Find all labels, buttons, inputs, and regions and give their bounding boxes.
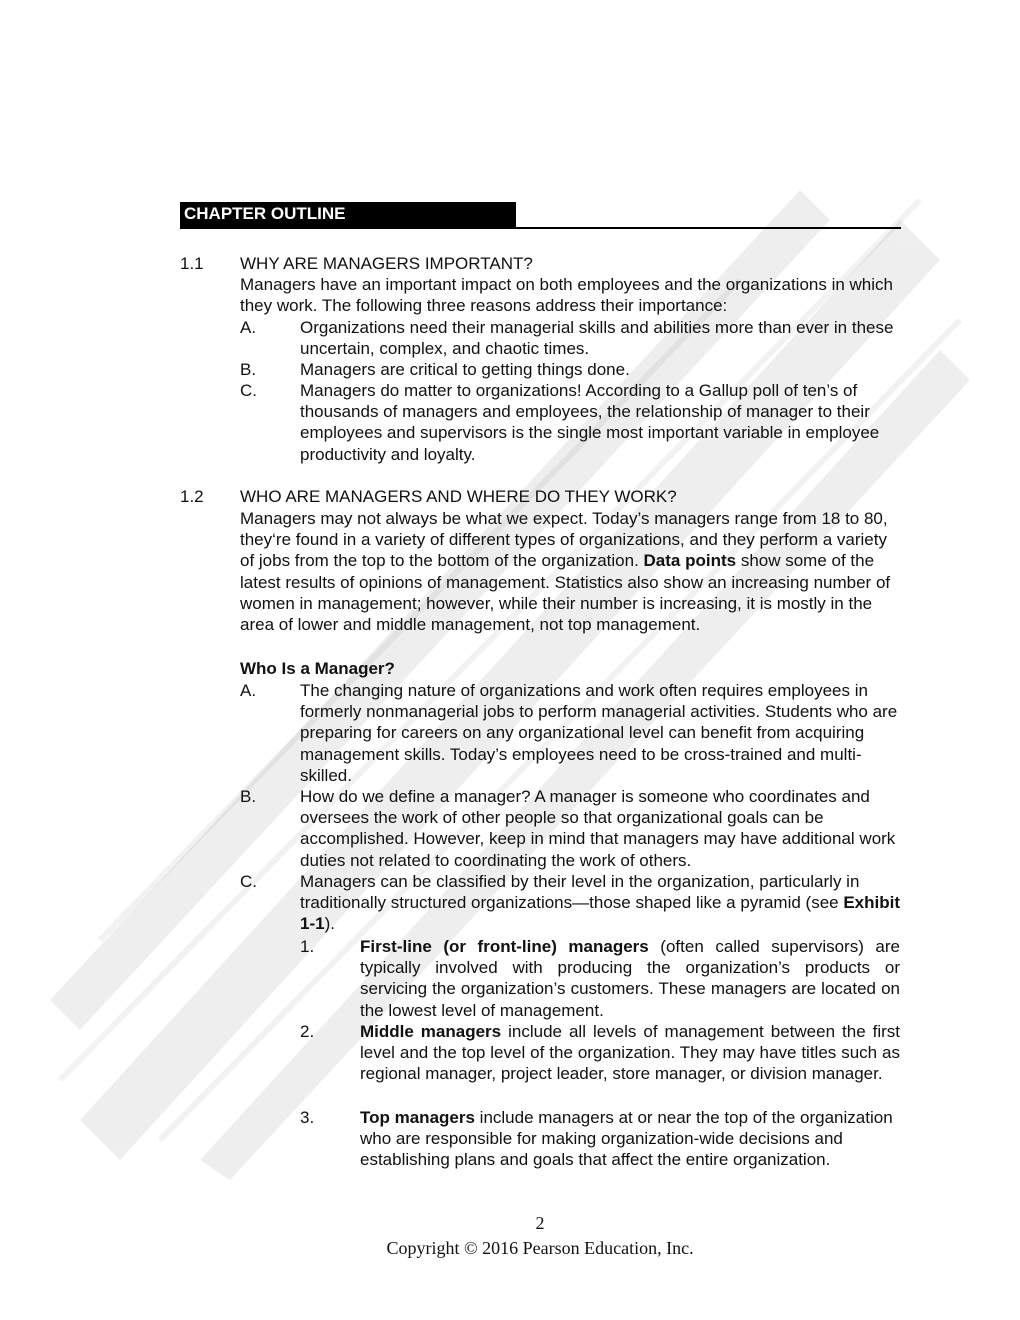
- item-letter: B.: [240, 787, 257, 806]
- section-number: 1.2: [180, 487, 204, 506]
- subitem-description: include managers at or near the top of the organization who are responsible for making organization-wide decisions and establishing plans and goals that affect the entire organization.: [360, 1108, 893, 1170]
- subitem-text: [360, 1107, 900, 1171]
- section-intro: Managers have an important impact on both employees and the organizations in which they work. The following three reasons address their importance:: [240, 275, 893, 316]
- item-letter: A.: [240, 681, 257, 700]
- section-intro: [240, 508, 900, 635]
- item-text-part: Managers can be classified by their level in the organization, particularly in traditionally structured organizations—those shaped like a pyramid (see: [300, 872, 860, 913]
- subitem-term: Top managers: [360, 1108, 475, 1127]
- item-text: How do we define a manager? A manager is someone who coordinates and oversees the work of other people so that organizational goals can be accomplished. However, keep in mind that managers may have additional work duties not related to coordinating the work of others.: [300, 787, 896, 870]
- copyright-notice: Copyright © 2016 Pearson Education, Inc.: [386, 1238, 694, 1258]
- item-letter: B.: [240, 360, 257, 379]
- subheading: [240, 658, 900, 679]
- item-letter: A.: [240, 318, 257, 337]
- section-number: 1.1: [180, 254, 204, 273]
- section-title: WHO ARE MANAGERS AND WHERE DO THEY WORK?: [240, 487, 677, 506]
- section-title: WHY ARE MANAGERS IMPORTANT?: [240, 254, 533, 273]
- item-letter: C.: [240, 872, 257, 891]
- intro-text: Managers may not always be what we expect. Today’s managers range from 18 to 80, they‘re found in a variety of different types of organizations, and they perform a variety of jobs from the top to the bottom of the organization.: [240, 509, 888, 571]
- item-letter: C.: [240, 381, 257, 400]
- subitem-term: Middle managers: [360, 1022, 502, 1041]
- item-text: Organizations need their managerial skills and abilities more than ever in these uncertain, complex, and chaotic times.: [300, 318, 894, 359]
- item-text: The changing nature of organizations and work often requires employees in formerly nonmanagerial jobs to perform managerial activities. Students who are preparing for careers on any organizational level can benefit from acquiring management skills. Today’s employees need to be cross-trained and multi-skilled.: [300, 681, 898, 785]
- item-text: [300, 871, 900, 935]
- subitem-text: [360, 936, 900, 1021]
- intro-text: show some of the latest results of opinions of management. Statistics also show an increasing number of women in management; however, while their number is increasing, it is mostly in the area of lower and middle management, not top management.: [240, 551, 891, 635]
- subitem-term: First-line (or front-line) managers: [360, 937, 649, 956]
- intro-bold-term: Data points: [643, 551, 737, 571]
- subitem-description: include all levels of management between the first level and the top level of the organization. They may have titles such as regional manager, project leader, store manager, or division manager.: [360, 1022, 901, 1084]
- item-text: Managers do matter to organizations! According to a Gallup poll of ten’s of thousands of managers and employees, the relationship of manager to their employees and supervisors is the single most important variable in employee productivity and loyalty.: [300, 381, 880, 464]
- chapter-outline-header: CHAPTER OUTLINE: [180, 202, 516, 228]
- header-rule: [180, 227, 901, 229]
- item-text: Managers are critical to getting things done.: [300, 360, 630, 379]
- page-number: 2: [535, 1213, 545, 1233]
- item-text-part: ).: [324, 914, 335, 934]
- exhibit-reference: Exhibit 1-1: [300, 893, 901, 934]
- subitem-text: [360, 1021, 900, 1085]
- subitem-number: 3.: [300, 1108, 315, 1127]
- subheading-text: Who Is a Manager?: [240, 659, 395, 678]
- subitem-number: 1.: [300, 937, 315, 956]
- subitem-description: (often called supervisors) are typically involved with producing the organization’s products or servicing the organization’s customers. These managers are located on the lowest level of management.: [360, 937, 901, 1020]
- subitem-number: 2.: [300, 1022, 315, 1041]
